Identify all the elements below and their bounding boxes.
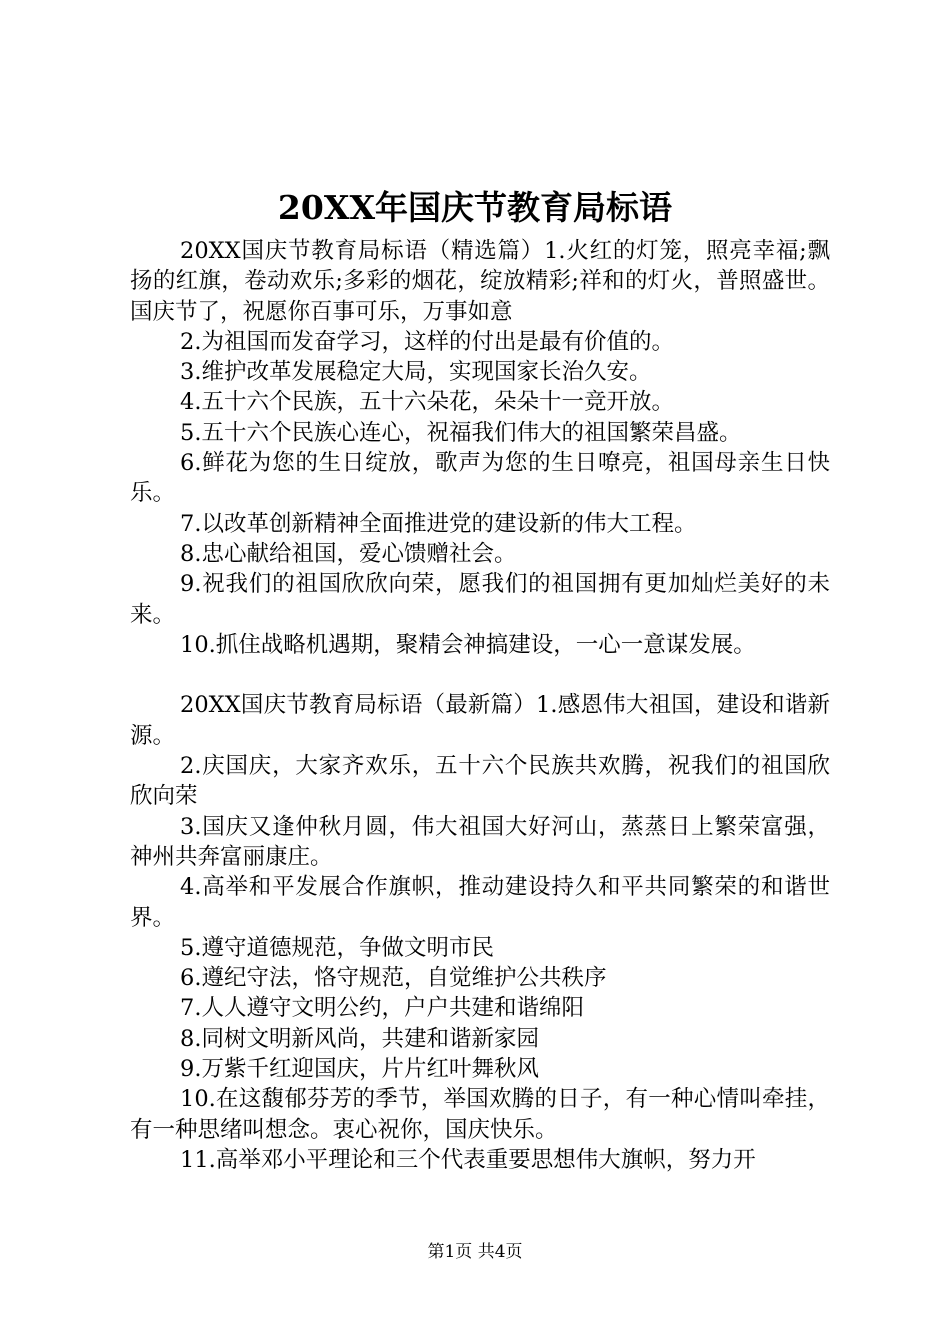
paragraph: 6.遵纪守法，恪守规范，自觉维护公共秩序 xyxy=(180,965,607,992)
paragraph: 10.抓住战略机遇期，聚精会神搞建设，一心一意谋发展。 xyxy=(180,631,756,658)
paragraph: 2.庆国庆，大家齐欢乐，五十六个民族共欢腾，祝我们的祖国欣欣向荣 xyxy=(130,753,830,810)
paragraph: 2.为祖国而发奋学习，这样的付出是最有价值的。 xyxy=(180,328,674,355)
paragraph: 20XX国庆节教育局标语（精选篇）1.火红的灯笼，照亮幸福;飘扬的红旗，卷动欢乐;多彩的烟花，绽放精彩;祥和的灯火，普照盛世。国庆节了，祝愿你百事可乐，万事如意 xyxy=(130,238,830,325)
paragraph: 4.五十六个民族，五十六朵花，朵朵十一竞开放。 xyxy=(180,389,674,416)
paragraph: 4.高举和平发展合作旗帜，推动建设持久和平共同繁荣的和谐世界。 xyxy=(130,874,830,931)
document-body xyxy=(130,236,830,1175)
paragraph: 9.万紫千红迎国庆，片片红叶舞秋风 xyxy=(180,1056,539,1083)
paragraph: 5.遵守道德规范，争做文明市民 xyxy=(180,934,494,961)
paragraph: 6.鲜花为您的生日绽放，歌声为您的生日嘹亮，祖国母亲生日快乐。 xyxy=(130,450,830,507)
paragraph: 7.以改革创新精神全面推进党的建设新的伟大工程。 xyxy=(180,510,697,537)
paragraph: 7.人人遵守文明公约，户户共建和谐绵阳 xyxy=(180,995,584,1022)
paragraph: 8.同树文明新风尚，共建和谐新家园 xyxy=(180,1025,539,1052)
section-spacer xyxy=(130,660,830,690)
paragraph: 8.忠心献给祖国，爱心馈赠社会。 xyxy=(180,540,517,567)
paragraph: 5.五十六个民族心连心，祝福我们伟大的祖国繁荣昌盛。 xyxy=(180,419,742,446)
paragraph: 3.国庆又逢仲秋月圆，伟大祖国大好河山，蒸蒸日上繁荣富强，神州共奔富丽康庄。 xyxy=(130,813,830,870)
document-title: 20XX年国庆节教育局标语 xyxy=(277,188,673,227)
paragraph: 9.祝我们的祖国欣欣向荣，愿我们的祖国拥有更加灿烂美好的未来。 xyxy=(130,571,830,628)
paragraph: 11.高举邓小平理论和三个代表重要思想伟大旗帜，努力开 xyxy=(180,1146,756,1173)
paragraph: 20XX国庆节教育局标语（最新篇）1.感恩伟大祖国，建设和谐新源。 xyxy=(130,692,830,749)
paragraph: 3.维护改革发展稳定大局，实现国家长治久安。 xyxy=(180,359,652,386)
paragraph: 10.在这馥郁芬芳的季节，举国欢腾的日子，有一种心情叫牵挂，有一种思绪叫想念。衷心祝你，国庆快乐。 xyxy=(130,1086,830,1143)
page-footer: 第1页 共4页 xyxy=(427,1242,523,1262)
